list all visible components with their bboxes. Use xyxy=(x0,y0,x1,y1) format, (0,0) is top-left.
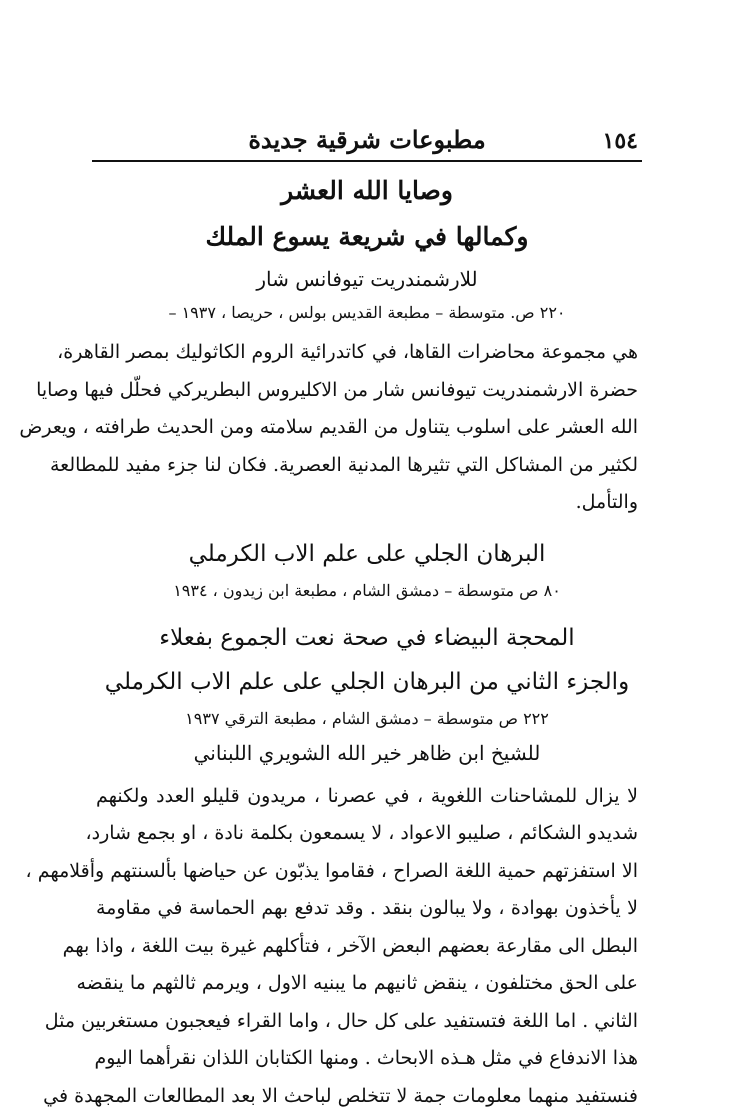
running-title: مطبوعات شرقية جديدة xyxy=(248,125,486,154)
book3-title-line1: المحجة البيضاء في صحة نعت الجموع بفعلاء xyxy=(159,624,575,651)
book3-imprint: ٢٢٢ ص متوسطة – دمشق الشام ، مطبعة الترقي ١٩٣٧ xyxy=(185,708,549,728)
review-line: هذا الاندفاع في مثل هـذه الابحاث . ومنها الكتابان اللذان نقرأهما اليوم xyxy=(94,1047,638,1069)
review-line: لا يأخذون بهوادة ، ولا يبالون بنقد . وقد تدفع بهم الحماسة في مقاومة xyxy=(96,897,638,919)
review-line: لا يزال للمشاحنات اللغوية ، في عصرنا ، مريدون قليلو العدد ولكنهم xyxy=(96,784,638,807)
review-line: حضرة الارشمندريت تيوفانس شار من الاكليروس البطريركي فحلّل فيها وصايا xyxy=(36,378,638,401)
review-line: والتأمل. xyxy=(575,491,638,513)
review-line: على الحق مختلفون ، ينقض ثانيهم ما يبنيه الاول ، ويرمم ثالثهم ما ينقضه xyxy=(76,972,638,994)
book1-imprint: ٢٢٠ ص. متوسطة – مطبعة القديس بولس ، حريصا ، ١٩٣٧ – xyxy=(168,303,566,322)
review-line: لكثير من المشاكل التي تثيرها المدنية العصرية. فكان لنا جزء مفيد للمطالعة xyxy=(49,453,638,476)
book3-author: للشيخ ابن ظاهر خير الله الشويري اللبناني xyxy=(193,740,541,765)
running-header xyxy=(96,118,638,158)
review-line: الثاني . اما اللغة فتستفيد على كل حال ، واما القراء فيعجبون مستغربين مثل xyxy=(44,1009,638,1032)
book1-subtitle: وكمالها في شريعة يسوع الملك xyxy=(205,222,529,251)
header-divider xyxy=(92,160,642,162)
book1-review xyxy=(19,334,638,522)
book2-imprint: ٨٠ ص متوسطة – دمشق الشام ، مطبعة ابن زيدون ، ١٩٣٤ xyxy=(173,580,561,600)
page-content xyxy=(19,168,638,1119)
book3-review xyxy=(25,778,638,1116)
review-line: الله العشر على اسلوب يتناول من القديم سلامته ومن الحديث طرافته ، ويعرض xyxy=(19,416,638,438)
review-line: شديدو الشكائم ، صليبو الاعواد ، لا يسمعون بكلمة نادة ، او بجمع شارد، xyxy=(85,822,638,844)
book1-title: وصايا الله العشر xyxy=(281,176,453,205)
review-line: هي مجموعة محاضرات القاها، في كاتدرائية الروم الكاثوليك بمصر القاهرة، xyxy=(57,341,638,363)
page-number: ١٥٤ xyxy=(602,128,638,154)
book1-author: للارشمندريت تيوفانس شار xyxy=(256,267,478,291)
review-line: الا استفزتهم حمية اللغة الصراح ، فقاموا يذبّون عن حياضها بألسنتهم وأقلامهم ، xyxy=(25,859,638,882)
review-line: فنستفيد منهما معلومات جمة لا تتخلص لباحث الا بعد المطالعات المجهدة في xyxy=(43,1084,638,1107)
review-line: البطل الى مقارعة بعضهم البعض الآخر ، فتأكلهم غيرة بيت اللغة ، واذا بهم xyxy=(62,934,638,957)
book2-title: البرهان الجلي على علم الاب الكرملي xyxy=(188,540,546,567)
book3-title-line2: والجزء الثاني من البرهان الجلي على علم الاب الكرملي xyxy=(104,668,630,695)
